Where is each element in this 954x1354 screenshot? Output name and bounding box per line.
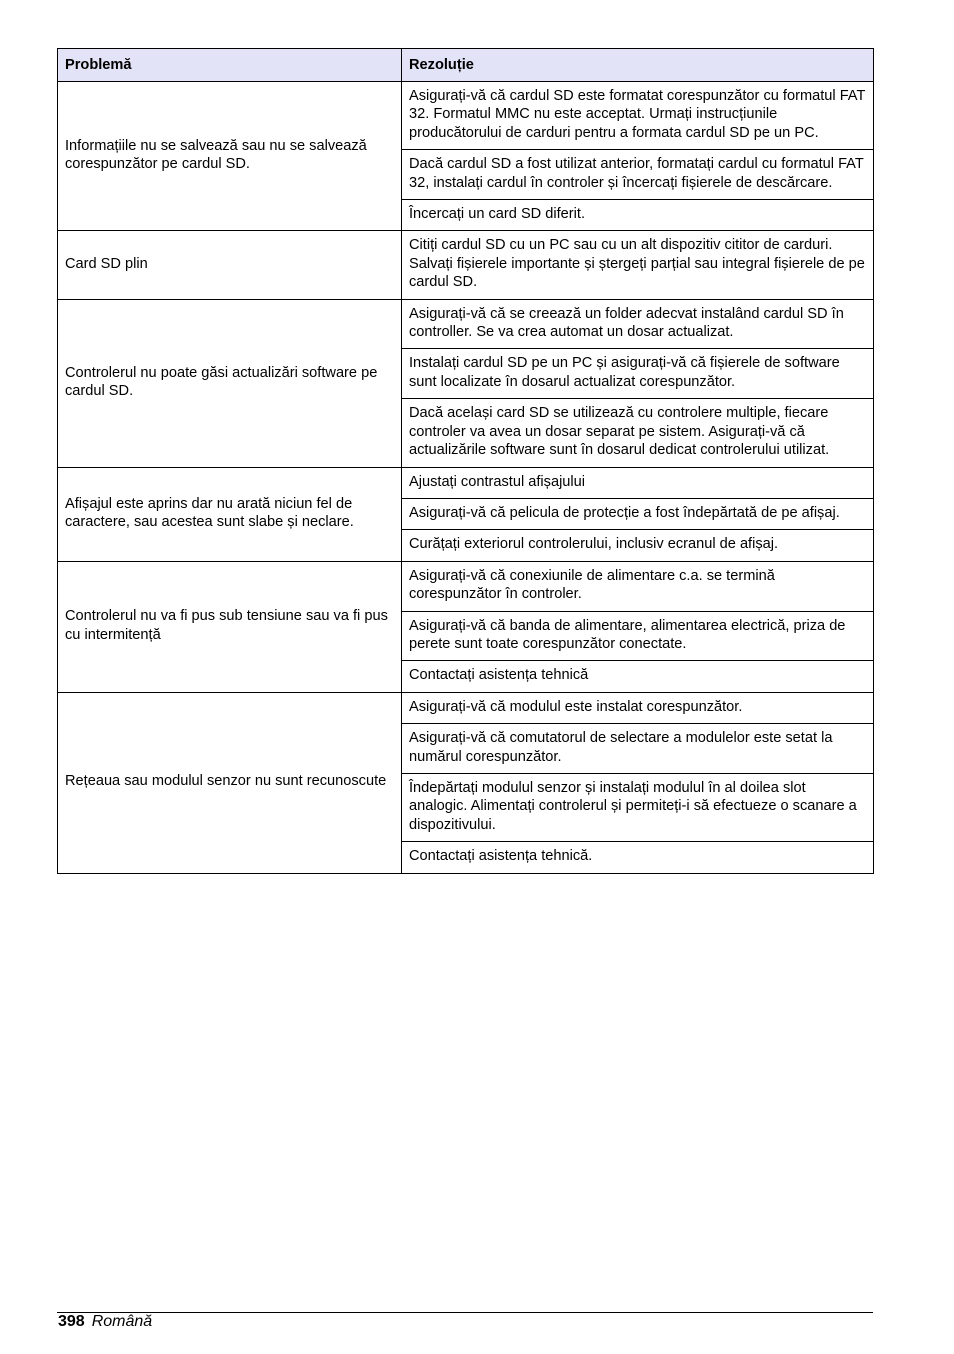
resolution-cell: Asigurați-vă că conexiunile de alimentare c.a. se termină corespunzător în controler. <box>402 561 874 611</box>
table-row <box>58 299 874 349</box>
resolution-cell: Dacă același card SD se utilizează cu controlere multiple, fiecare controler va avea un dosar separat pe sistem. Asigurați-vă că actualizările software sunt în dosarul dedicat controlerului utilizat. <box>402 399 874 467</box>
resolution-cell: Încercați un card SD diferit. <box>402 200 874 231</box>
footer-divider <box>57 1312 873 1313</box>
problem-cell: Informațiile nu se salvează sau nu se salvează corespunzător pe cardul SD. <box>58 82 402 231</box>
resolution-cell: Ajustați contrastul afișajului <box>402 467 874 498</box>
resolution-cell: Citiți cardul SD cu un PC sau cu un alt dispozitiv cititor de carduri. Salvați fișierele importante și ștergeți parțial sau integral fișierele de pe cardul SD. <box>402 231 874 299</box>
resolution-cell: Instalați cardul SD pe un PC și asigurați-vă că fișierele de software sunt localizate în dosarul actualizat corespunzător. <box>402 349 874 399</box>
table-row <box>58 82 874 150</box>
resolution-cell: Asigurați-vă că comutatorul de selectare a modulelor este setat la numărul corespunzător. <box>402 724 874 774</box>
problem-cell: Card SD plin <box>58 231 402 299</box>
resolution-cell: Asigurați-vă că cardul SD este formatat corespunzător cu formatul FAT 32. Formatul MMC nu este acceptat. Urmați instrucțiunile producătorului de carduri pentru a formata cardul SD pe un PC. <box>402 82 874 150</box>
problem-cell: Controlerul nu poate găsi actualizări software pe cardul SD. <box>58 299 402 467</box>
resolution-cell: Dacă cardul SD a fost utilizat anterior, formatați cardul cu formatul FAT 32, instalați cardul în controler și încercați fișierele de descărcare. <box>402 150 874 200</box>
table-row <box>58 561 874 611</box>
problem-cell: Controlerul nu va fi pus sub tensiune sau va fi pus cu intermitență <box>58 561 402 692</box>
problem-column-header: Problemă <box>58 49 402 82</box>
page-number: 398 <box>58 1313 85 1330</box>
resolution-cell: Îndepărtați modulul senzor și instalați modulul în al doilea slot analogic. Alimentați controlerul și permiteți-i să efectueze o scanare a dispozitivului. <box>402 773 874 841</box>
problem-cell: Afișajul este aprins dar nu arată niciun fel de caractere, sau acestea sunt slabe și neclare. <box>58 467 402 561</box>
resolution-cell: Asigurați-vă că pelicula de protecție a fost îndepărtată de pe afișaj. <box>402 498 874 529</box>
resolution-cell: Asigurați-vă că banda de alimentare, alimentarea electrică, priza de perete sunt toate corespunzător conectate. <box>402 611 874 661</box>
resolution-cell: Contactați asistența tehnică <box>402 661 874 692</box>
resolution-cell: Contactați asistența tehnică. <box>402 842 874 873</box>
resolution-cell: Asigurați-vă că modulul este instalat corespunzător. <box>402 692 874 723</box>
page-footer <box>58 1312 152 1332</box>
table-row <box>58 231 874 299</box>
resolution-cell: Curățați exteriorul controlerului, inclusiv ecranul de afișaj. <box>402 530 874 561</box>
problem-cell: Rețeaua sau modulul senzor nu sunt recunoscute <box>58 692 402 873</box>
footer-language: Română <box>91 1313 153 1330</box>
resolution-cell: Asigurați-vă că se creează un folder adecvat instalând cardul SD în controller. Se va crea automat un dosar actualizat. <box>402 299 874 349</box>
table-row <box>58 692 874 723</box>
troubleshooting-table <box>57 48 874 874</box>
resolution-column-header: Rezoluție <box>402 49 874 82</box>
table-header-row <box>58 49 874 82</box>
table-row <box>58 467 874 498</box>
